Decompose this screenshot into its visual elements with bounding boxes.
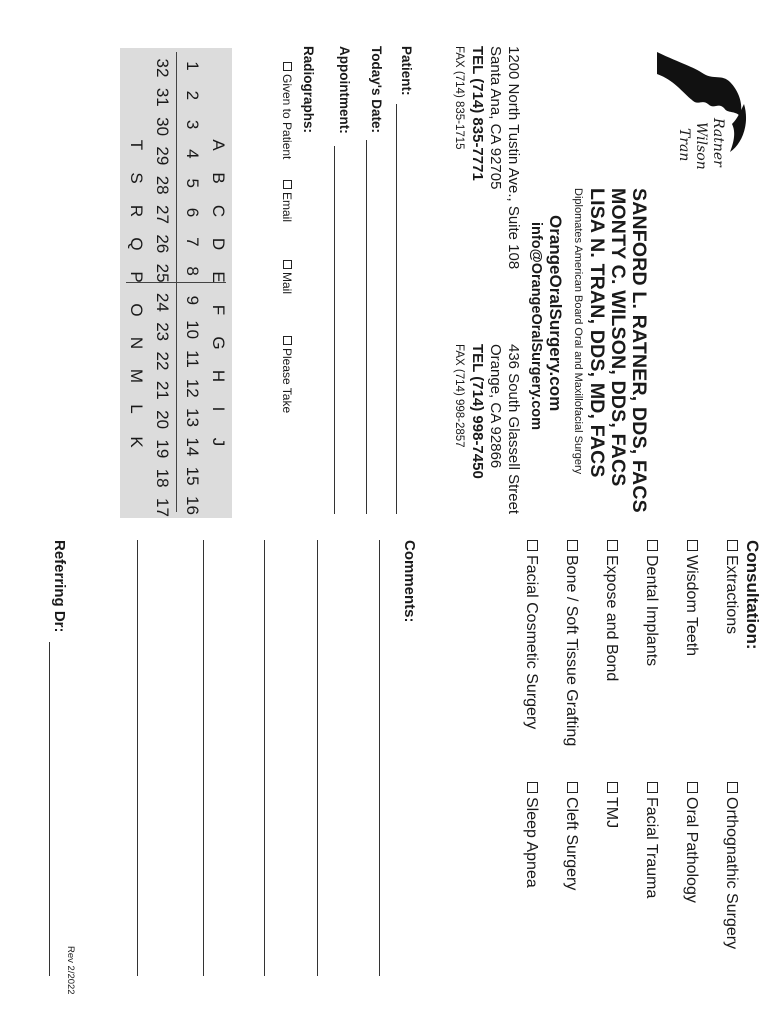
comments-line-2[interactable] xyxy=(317,540,318,976)
office-tel: TEL (714) 998-7450 xyxy=(469,344,486,479)
diplomates-line: Diplomates American Board Oral and Maxillofacial Surgery xyxy=(572,188,584,475)
option-label: Given to Patient xyxy=(280,74,294,160)
tooth-label[interactable]: G xyxy=(209,336,228,350)
option-label: Facial Cosmetic Surgery xyxy=(523,555,540,730)
tooth-label[interactable]: Q xyxy=(127,237,146,251)
tooth-label[interactable]: 28 xyxy=(153,175,172,195)
office-city: Orange, CA 92866 xyxy=(487,344,504,469)
tooth-label[interactable]: P xyxy=(127,271,146,283)
office-santa-ana xyxy=(450,46,522,269)
radiograph-option-mail[interactable] xyxy=(280,260,294,294)
practice-logo xyxy=(652,44,752,174)
consultation-option[interactable] xyxy=(602,782,620,828)
consultation-option[interactable] xyxy=(722,540,740,634)
checkbox-icon[interactable] xyxy=(283,62,292,71)
consultation-option[interactable] xyxy=(602,540,620,681)
radiograph-option-please-take[interactable] xyxy=(280,336,294,413)
option-label: Please Take xyxy=(280,348,294,414)
tooth-label[interactable]: 10 xyxy=(183,320,202,340)
tooth-label[interactable]: 13 xyxy=(183,408,202,428)
tooth-label[interactable]: 14 xyxy=(183,437,202,457)
tooth-label[interactable]: 1 xyxy=(183,61,202,71)
option-label: Sleep Apnea xyxy=(523,797,540,888)
tooth-label[interactable]: 6 xyxy=(183,207,202,218)
consultation-option[interactable] xyxy=(682,540,700,656)
checkbox-icon[interactable] xyxy=(727,782,738,793)
checkbox-icon[interactable] xyxy=(283,336,292,345)
tooth-label[interactable]: 20 xyxy=(153,410,172,430)
tooth-label[interactable]: A xyxy=(209,139,228,151)
tooth-label[interactable]: 22 xyxy=(153,351,172,371)
tooth-label[interactable]: K xyxy=(127,436,146,448)
appointment-line[interactable] xyxy=(334,146,335,514)
checkbox-icon[interactable] xyxy=(647,782,658,793)
tooth-label[interactable]: 3 xyxy=(183,119,202,130)
office-street: 436 South Glassell Street xyxy=(505,344,522,515)
checkbox-icon[interactable] xyxy=(527,782,538,793)
consultation-option[interactable] xyxy=(522,782,540,888)
tooth-label[interactable]: 9 xyxy=(183,295,202,306)
tooth-label[interactable]: B xyxy=(209,172,228,184)
consultation-option[interactable] xyxy=(642,540,660,666)
tooth-label[interactable]: 30 xyxy=(153,117,172,137)
tooth-label[interactable]: D xyxy=(209,237,228,251)
tooth-label[interactable]: C xyxy=(209,204,228,218)
option-label: Extractions xyxy=(723,555,740,635)
option-label: Dental Implants xyxy=(643,555,660,667)
checkbox-icon[interactable] xyxy=(607,540,618,551)
tooth-label[interactable]: R xyxy=(127,204,146,218)
radiograph-option-given[interactable] xyxy=(280,62,294,159)
tooth-label[interactable]: 23 xyxy=(153,322,172,342)
tooth-label[interactable]: N xyxy=(127,336,146,350)
comments-line-1[interactable] xyxy=(379,540,380,976)
logo-word-3: Tran xyxy=(676,128,692,162)
option-label: Oral Pathology xyxy=(683,797,700,903)
consultation-label: Consultation: xyxy=(743,540,762,650)
radiograph-option-email[interactable] xyxy=(280,180,294,222)
tooth-label[interactable]: S xyxy=(127,172,146,184)
tooth-label[interactable]: 24 xyxy=(153,292,172,312)
tooth-label[interactable]: 25 xyxy=(153,263,172,283)
tooth-label[interactable]: 29 xyxy=(153,146,172,166)
checkbox-icon[interactable] xyxy=(283,180,292,189)
checkbox-icon[interactable] xyxy=(647,540,658,551)
consultation-option[interactable] xyxy=(682,782,700,903)
tooth-label[interactable]: 12 xyxy=(183,378,202,398)
todays-date-line[interactable] xyxy=(366,140,367,514)
tooth-label[interactable]: T xyxy=(127,139,146,151)
radiographs-label: Radiographs: xyxy=(301,46,316,134)
tooth-label[interactable]: J xyxy=(209,437,228,447)
option-label: Orthognathic Surgery xyxy=(723,797,740,950)
tooth-label[interactable]: 26 xyxy=(153,234,172,254)
checkbox-icon[interactable] xyxy=(687,782,698,793)
tooth-label[interactable]: 11 xyxy=(183,350,202,368)
option-label: Cleft Surgery xyxy=(563,797,580,891)
referring-dr-line[interactable] xyxy=(49,642,50,976)
referring-dr-label: Referring Dr: xyxy=(51,540,68,633)
option-label: Mail xyxy=(280,272,294,295)
comments-label: Comments: xyxy=(401,540,418,623)
option-label: Bone / Soft Tissue Grafting xyxy=(563,555,580,747)
revision-date: Rev 2/2022 xyxy=(65,946,76,995)
tooth-label[interactable]: 18 xyxy=(153,468,172,488)
comments-line-5[interactable] xyxy=(137,540,138,976)
consultation-option[interactable] xyxy=(722,782,740,949)
tooth-label[interactable]: 15 xyxy=(183,466,202,486)
checkbox-icon[interactable] xyxy=(567,540,578,551)
consultation-option[interactable] xyxy=(522,540,540,729)
tooth-label[interactable]: 21 xyxy=(153,380,172,400)
consultation-option[interactable] xyxy=(562,540,580,746)
comments-line-3[interactable] xyxy=(264,540,265,976)
consultation-option[interactable] xyxy=(642,782,660,898)
comments-line-4[interactable] xyxy=(203,540,204,976)
option-label: TMJ xyxy=(603,797,620,829)
office-orange xyxy=(450,344,522,514)
option-label: Wisdom Teeth xyxy=(683,555,700,657)
checkbox-icon[interactable] xyxy=(567,782,578,793)
office-street: 1200 North Tustin Ave., Suite 108 xyxy=(505,46,522,270)
tooth-label[interactable]: 8 xyxy=(183,266,202,276)
office-tel: TEL (714) 835-7771 xyxy=(469,46,486,181)
option-label: Expose and Bond xyxy=(603,555,620,682)
option-label: Facial Trauma xyxy=(643,797,660,899)
appointment-label: Appointment: xyxy=(337,46,352,134)
email-address: info@OrangeOralSurgery.com xyxy=(528,222,544,431)
tooth-label[interactable]: F xyxy=(209,304,228,316)
doctor-name-3: LISA N. TRAN, DDS, MD, FACS xyxy=(586,188,608,478)
checkbox-icon[interactable] xyxy=(283,260,292,269)
tooth-label[interactable]: 2 xyxy=(183,90,202,101)
office-city: Santa Ana, CA 92705 xyxy=(487,46,504,190)
tooth-label[interactable]: M xyxy=(127,368,146,384)
tooth-label[interactable]: 31 xyxy=(153,87,172,107)
logo-word-1: Ratner xyxy=(710,118,726,167)
consultation-option[interactable] xyxy=(562,782,580,890)
checkbox-icon[interactable] xyxy=(607,782,618,793)
tooth-label[interactable]: 17 xyxy=(153,498,172,517)
website: OrangeOralSurgery.com xyxy=(546,215,565,412)
tooth-label[interactable]: I xyxy=(209,406,228,412)
checkbox-icon[interactable] xyxy=(527,540,538,551)
checkbox-icon[interactable] xyxy=(727,540,738,551)
patient-line[interactable] xyxy=(396,104,397,514)
checkbox-icon[interactable] xyxy=(687,540,698,551)
logo-word-2: Wilson xyxy=(693,122,709,170)
tooth-label[interactable]: H xyxy=(209,369,228,383)
tooth-label[interactable]: 7 xyxy=(183,237,202,247)
tooth-label[interactable]: 32 xyxy=(153,58,172,78)
todays-date-label: Today's Date: xyxy=(369,46,384,133)
tooth-label[interactable]: 4 xyxy=(183,149,202,159)
patient-label: Patient: xyxy=(399,46,414,96)
office-fax: FAX (714) 835-1715 xyxy=(453,46,465,150)
tooth-label[interactable]: O xyxy=(127,303,146,317)
doctor-name-1: SANFORD L. RATNER, DDS, FACS xyxy=(628,188,650,513)
tooth-label[interactable]: 19 xyxy=(153,439,172,459)
option-label: Email xyxy=(280,192,294,223)
tooth-chart xyxy=(120,48,232,518)
tooth-label[interactable]: L xyxy=(127,404,146,414)
tooth-label[interactable]: 27 xyxy=(153,205,172,224)
tooth-label[interactable]: 5 xyxy=(183,178,202,188)
doctor-name-2: MONTY C. WILSON, DDS, FACS xyxy=(607,188,629,487)
tooth-label[interactable]: E xyxy=(209,271,228,283)
tooth-label[interactable]: 16 xyxy=(183,496,202,515)
office-fax: FAX (714) 998-2857 xyxy=(453,344,465,448)
